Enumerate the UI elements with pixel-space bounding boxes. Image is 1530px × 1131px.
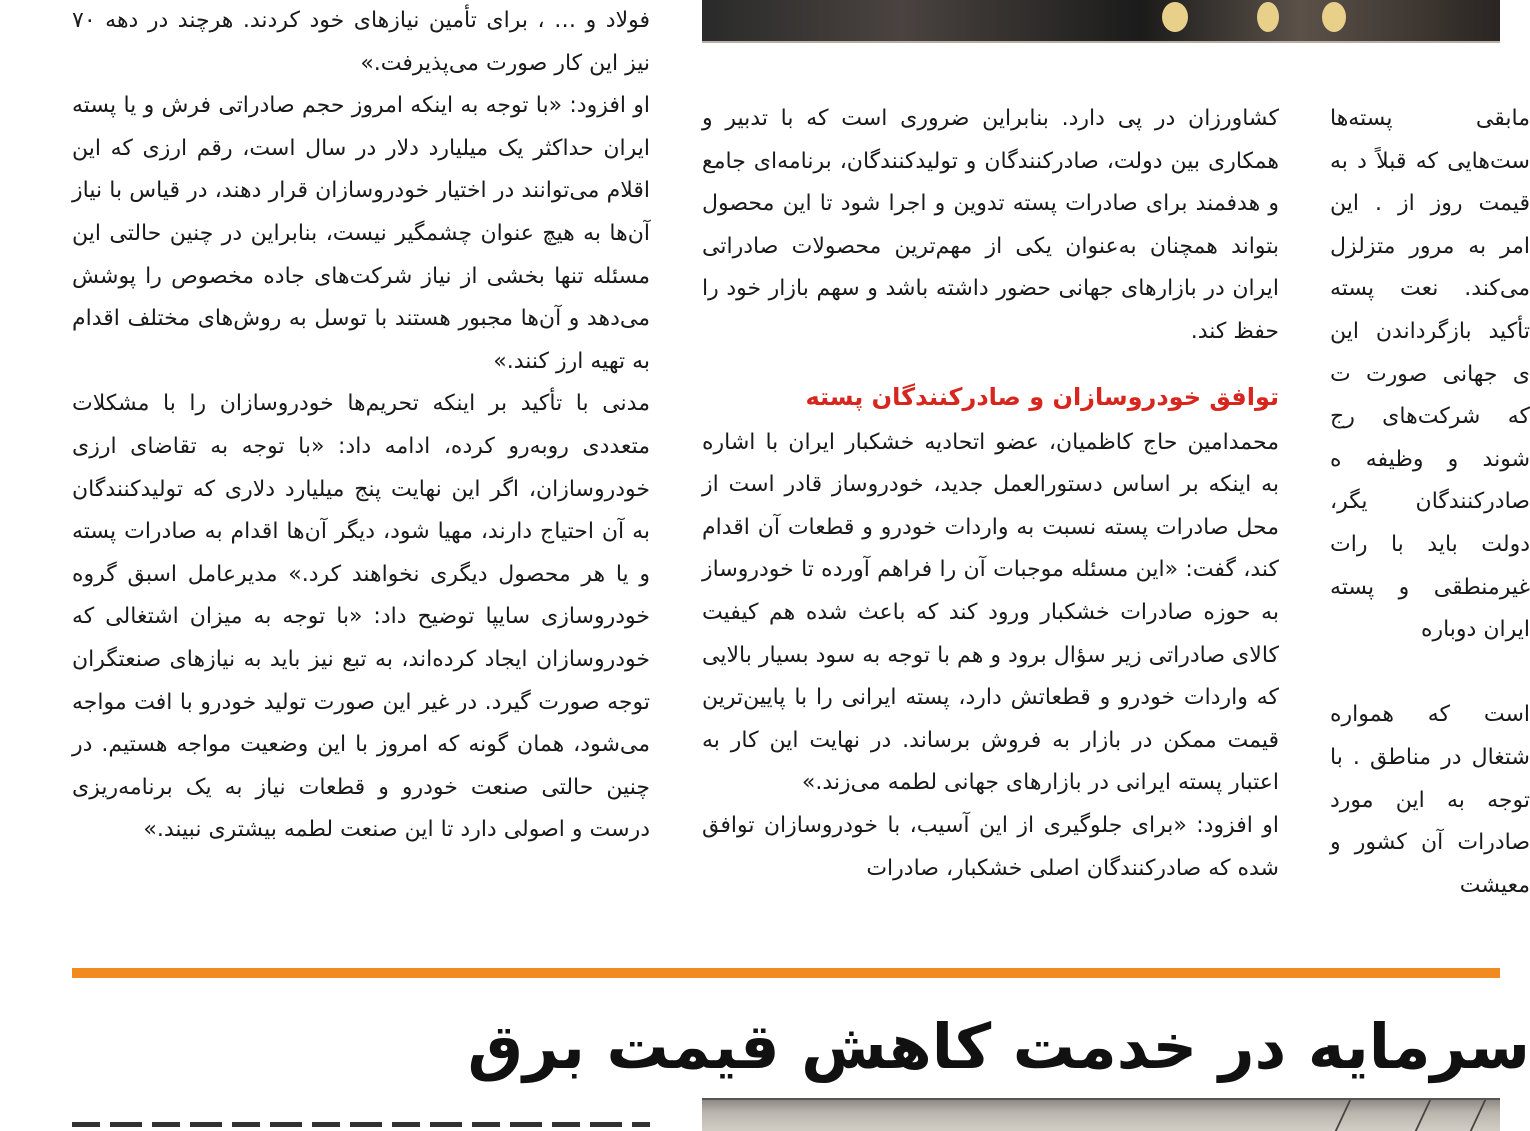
paragraph: او افزود: «با توجه به اینکه امروز حجم صادراتی فرش و یا پسته ایران حداکثر یک میلیارد دلار در سال است، رقم ارزی که این اقلام می‌توانند در اختیار خودروسازان قرار دهند، در قیاس با نیاز آن‌ها به هیچ عنوان چشمگیر نیست، بنابراین در چنین حالتی این مسئله تنها بخشی از نیاز شرکت‌های جاده مخصوص را پوشش می‌دهد و آن‌ها مجبور هستند با توسل به روش‌های مختلف اقدام به تهیه ارز کنند.» <box>72 93 650 374</box>
paragraph-gap <box>1330 652 1530 695</box>
article-column-right <box>1330 98 1530 950</box>
paragraph: محمدامین حاج کاظمیان، عضو اتحادیه خشکبار ایران با اشاره به اینکه بر اساس دستورالعمل جدید، خودروساز قادر است از محل صادرات پسته نسبت به واردات خودرو و قطعات آن اقدام کند، گفت: «این مسئله موجبات آن را فراهم آورده تا خودروساز به حوزه صادرات خشکبار ورود کند که باعث شده هم کیفیت کالای صادراتی زیر سؤال برود و هم با توجه به سود بسیار بالایی که واردات خودرو و قطعاتش دارد، پسته ایرانی را با پایین‌ترین قیمت ممکن در بازار به فروش برساند. در نهایت این کار به اعتبار پسته ایرانی در بازارهای جهانی لطمه می‌زند.» <box>702 429 1279 796</box>
paragraph: مابقی پسته‌ها ست‌هایی که قبلاً د به قیمت روز از . این امر به مرور متزلزل می‌کند. نعت پسته تأکید بازگرداندن این ی جهانی صورت ت که شرکت‌های رج شوند و وظیفه ه صادرکنندگان یگر، دولت باید با رات غیرمنطقی و پسته ایران دوباره <box>1330 106 1530 643</box>
section-divider <box>72 968 1500 978</box>
paragraph: فولاد و … ، برای تأمین نیازهای خود کردند. هرچند در دهه ۷۰ نیز این کار صورت می‌پذیرفت.» <box>72 8 650 76</box>
photo-highlight <box>1322 2 1346 32</box>
photo-highlight <box>1257 2 1279 32</box>
photo-highlight <box>1162 2 1188 32</box>
paragraph: است که همواره شتغال در مناطق . با توجه به این مورد صادرات آن کشور و معیشت <box>1330 702 1530 898</box>
top-photo <box>702 0 1500 43</box>
photo-detail <box>1335 1100 1351 1131</box>
photo-detail <box>1470 1100 1486 1131</box>
cropped-text-line <box>72 1112 650 1129</box>
article-column-left <box>72 0 650 950</box>
bottom-photo <box>702 1098 1500 1131</box>
paragraph: او افزود: «برای جلوگیری از این آسیب، با خودروسازان توافق شده که صادرکنندگان اصلی خشکبار، صادرات <box>702 812 1279 881</box>
text-fragment <box>72 1122 650 1127</box>
paragraph: مدنی با تأکید بر اینکه تحریم‌ها خودروسازان را با مشکلات متعددی روبه‌رو کرده، ادامه داد: «با توجه به تقاضای ارزی خودروسازان، اگر این نهایت پنج میلیارد دلاری که تولیدکنندگان به آن احتیاج دارند، مهیا شود، دیگر آن‌ها اقدام به صادرات پسته و یا هر محصول دیگری نخواهند کرد.» مدیرعامل اسبق گروه خودروسازی سایپا توضیح داد: «با توجه به میزان اشتغالی که خودروسازان ایجاد کرده‌اند، به تبع نیز باید به نیازهای صنعتگران توجه صورت گیرد. در غیر این صورت تولید خودرو با افت مواجه می‌شود، همان گونه که امروز با این وضعیت مواجه هستیم. در چنین حالتی صنعت خودرو و قطعات نیاز به یک برنامه‌ریزی درست و اصولی دارد تا این صنعت لطمه بیشتری نبیند.» <box>72 391 650 843</box>
paragraph: کشاورزان در پی دارد. بنابراین ضروری است که با تدبیر و همکاری بین دولت، صادرکنندگان و تولیدکنندگان، برنامه‌ای جامع و هدفمند برای صادرات پسته تدوین و اجرا شود تا این محصول بتواند همچنان به‌عنوان یکی از مهم‌ترین محصولات صادراتی ایران در بازارهای جهانی حضور داشته باشد و سهم بازار خود را حفظ کند. <box>702 106 1279 344</box>
section-subheading: توافق خودروسازان و صادرکنندگان پسته <box>805 382 1279 411</box>
photo-detail <box>1415 1100 1431 1131</box>
article-headline: سرمایه در خدمت کاهش قیمت برق <box>467 1010 1530 1083</box>
article-column-middle <box>702 98 1279 950</box>
